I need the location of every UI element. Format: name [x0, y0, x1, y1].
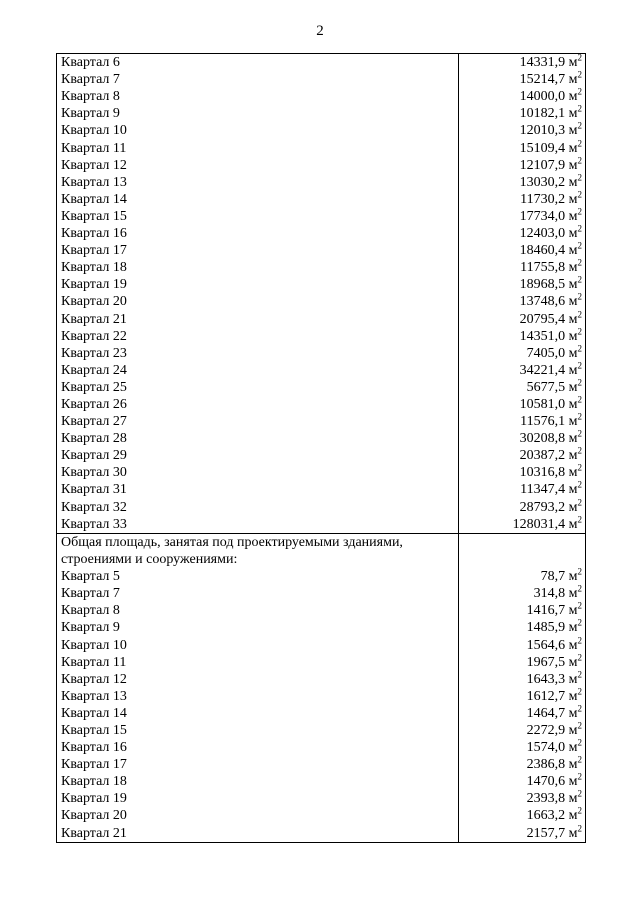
quarter-label: Квартал 25	[57, 379, 459, 396]
area-value-cell	[459, 705, 586, 722]
quarter-label: Квартал 33	[57, 516, 459, 534]
table-row	[57, 225, 586, 242]
section-heading-empty-cell	[459, 533, 586, 568]
quarter-label: Квартал 17	[57, 756, 459, 773]
quarter-label: Квартал 16	[57, 225, 459, 242]
table-row	[57, 705, 586, 722]
area-value: 1470,6	[526, 774, 566, 790]
table-row	[57, 481, 586, 498]
area-value-cell	[459, 310, 586, 327]
area-value: 11347,4	[520, 482, 566, 498]
table-row	[57, 310, 586, 327]
quarter-label: Квартал 17	[57, 242, 459, 259]
table-row	[57, 157, 586, 174]
area-unit: $м^2$	[568, 293, 582, 310]
quarter-label: Квартал 8	[57, 88, 459, 105]
area-value-cell	[459, 396, 586, 413]
area-unit: $м^2$	[568, 773, 582, 790]
quarter-label: Квартал 14	[57, 191, 459, 208]
area-unit: $м^2$	[568, 515, 582, 532]
area-value: 14351,0	[519, 328, 566, 344]
area-unit: $м^2$	[568, 105, 582, 122]
area-value: 12010,3	[519, 123, 566, 139]
quarter-label: Квартал 15	[57, 208, 459, 225]
area-value-cell	[459, 259, 586, 276]
area-unit: $м^2$	[568, 585, 582, 602]
area-value-cell	[459, 671, 586, 688]
table-row	[57, 71, 586, 88]
area-value-cell	[459, 276, 586, 293]
area-value-cell	[459, 345, 586, 362]
area-unit: $м^2$	[568, 259, 582, 276]
area-value: 10182,1	[519, 106, 566, 122]
area-value: 15214,7	[519, 72, 566, 88]
area-value-cell	[459, 362, 586, 379]
area-value-cell	[459, 516, 586, 534]
area-value: 11755,8	[520, 260, 566, 276]
area-value-cell	[459, 585, 586, 602]
area-value-cell	[459, 88, 586, 105]
area-value: 1663,2	[526, 808, 566, 824]
area-unit: $м^2$	[568, 636, 582, 653]
area-value: 1464,7	[526, 705, 566, 721]
table-row	[57, 807, 586, 824]
area-unit: $м^2$	[568, 756, 582, 773]
area-value: 18460,4	[519, 243, 566, 259]
area-value-cell	[459, 379, 586, 396]
area-unit: $м^2$	[568, 687, 582, 704]
area-value-cell	[459, 122, 586, 139]
table-row	[57, 242, 586, 259]
area-unit: $м^2$	[568, 602, 582, 619]
area-value: 1416,7	[526, 603, 566, 619]
quarter-label: Квартал 21	[57, 310, 459, 327]
area-value: 1574,0	[526, 740, 566, 756]
area-value: 1643,3	[526, 671, 566, 687]
area-value-cell	[459, 756, 586, 773]
section-heading-row	[57, 533, 586, 568]
area-value-cell	[459, 105, 586, 122]
area-value-cell	[459, 208, 586, 225]
area-value-cell	[459, 739, 586, 756]
table-row	[57, 293, 586, 310]
area-unit: $м^2$	[568, 395, 582, 412]
table-row	[57, 208, 586, 225]
quarter-label: Квартал 5	[57, 568, 459, 585]
table-row	[57, 585, 586, 602]
table-row	[57, 516, 586, 534]
area-unit: $м^2$	[568, 721, 582, 738]
quarter-label: Квартал 10	[57, 122, 459, 139]
area-unit: $м^2$	[568, 122, 582, 139]
quarter-label: Квартал 7	[57, 585, 459, 602]
area-value: 11576,1	[520, 414, 566, 430]
section-heading: Общая площадь, занятая под проектируемыми зданиями, строениями и сооружениями:	[57, 533, 459, 568]
area-unit: $м^2$	[568, 71, 582, 88]
quarter-label: Квартал 24	[57, 362, 459, 379]
table-row	[57, 328, 586, 345]
area-unit: $м^2$	[568, 310, 582, 327]
area-value-cell	[459, 191, 586, 208]
table-row	[57, 174, 586, 191]
quarter-label: Квартал 20	[57, 293, 459, 310]
area-value-cell	[459, 293, 586, 310]
table-row	[57, 362, 586, 379]
area-value: 14000,0	[519, 89, 566, 105]
table-row	[57, 105, 586, 122]
table-row	[57, 191, 586, 208]
quarter-label: Квартал 12	[57, 157, 459, 174]
area-unit: $м^2$	[568, 190, 582, 207]
area-unit: $м^2$	[568, 619, 582, 636]
quarter-label: Квартал 31	[57, 481, 459, 498]
quarter-label: Квартал 13	[57, 688, 459, 705]
area-value: 17734,0	[519, 208, 566, 224]
area-value: 1967,5	[526, 654, 566, 670]
table-row	[57, 122, 586, 139]
area-unit: $м^2$	[568, 224, 582, 242]
area-value: 30208,8	[519, 431, 566, 447]
area-value-cell	[459, 413, 586, 430]
quarter-label: Квартал 10	[57, 636, 459, 653]
quarter-label: Квартал 6	[57, 54, 459, 72]
area-value: 314,8	[533, 586, 566, 602]
quarter-label: Квартал 22	[57, 328, 459, 345]
quarter-label: Квартал 11	[57, 654, 459, 671]
area-value: 78,7	[540, 569, 566, 585]
area-value-cell	[459, 654, 586, 671]
quarter-label: Квартал 19	[57, 276, 459, 293]
area-value: 14331,9	[519, 55, 566, 71]
area-unit: $м^2$	[568, 53, 582, 71]
table-row	[57, 602, 586, 619]
area-table	[56, 53, 586, 843]
page-number: 2	[316, 23, 324, 39]
area-value-cell	[459, 54, 586, 72]
area-unit: $м^2$	[568, 430, 582, 447]
table-row	[57, 739, 586, 756]
table-row	[57, 464, 586, 481]
quarter-label: Квартал 13	[57, 174, 459, 191]
quarter-label: Квартал 16	[57, 739, 459, 756]
area-unit: $м^2$	[568, 824, 582, 841]
table-row	[57, 447, 586, 464]
area-value: 1564,6	[526, 637, 566, 653]
table-row	[57, 345, 586, 362]
area-unit: $м^2$	[568, 207, 582, 224]
area-value: 34221,4	[519, 362, 566, 378]
table-row	[57, 276, 586, 293]
area-value-cell	[459, 481, 586, 498]
area-unit: $м^2$	[568, 447, 582, 464]
quarter-label: Квартал 9	[57, 105, 459, 122]
area-unit: $м^2$	[568, 361, 582, 378]
area-value-cell	[459, 242, 586, 259]
area-value-cell	[459, 498, 586, 515]
area-table-body	[57, 54, 586, 843]
area-value-cell	[459, 464, 586, 481]
area-value-cell	[459, 225, 586, 242]
area-value: 128031,4	[512, 516, 566, 532]
area-value: 10581,0	[519, 396, 566, 412]
quarter-label: Квартал 20	[57, 807, 459, 824]
table-row	[57, 379, 586, 396]
area-unit: $м^2$	[568, 412, 582, 430]
area-value: 28793,2	[519, 499, 566, 515]
area-value-cell	[459, 71, 586, 88]
area-unit: $м^2$	[568, 378, 582, 395]
area-value: 1485,9	[526, 620, 566, 636]
area-unit: $м^2$	[568, 276, 582, 293]
quarter-label: Квартал 32	[57, 498, 459, 515]
area-unit: $м^2$	[568, 173, 582, 190]
table-row	[57, 430, 586, 447]
area-value-cell	[459, 619, 586, 636]
area-value: 20387,2	[519, 448, 566, 464]
area-unit: $м^2$	[568, 344, 582, 361]
quarter-label: Квартал 21	[57, 824, 459, 842]
quarter-label: Квартал 18	[57, 259, 459, 276]
area-value-cell	[459, 602, 586, 619]
quarter-label: Квартал 26	[57, 396, 459, 413]
quarter-label: Квартал 9	[57, 619, 459, 636]
quarter-label: Квартал 23	[57, 345, 459, 362]
area-value-cell	[459, 139, 586, 156]
area-value-cell	[459, 430, 586, 447]
area-value-cell	[459, 636, 586, 653]
table-row	[57, 773, 586, 790]
area-unit: $м^2$	[568, 790, 582, 807]
area-value: 20795,4	[519, 311, 566, 327]
area-value: 15109,4	[519, 140, 566, 156]
area-unit: $м^2$	[568, 704, 582, 721]
area-unit: $м^2$	[568, 464, 582, 481]
area-value-cell	[459, 824, 586, 842]
area-value-cell	[459, 157, 586, 174]
table-row	[57, 54, 586, 72]
table-row	[57, 756, 586, 773]
table-row	[57, 498, 586, 515]
area-value-cell	[459, 447, 586, 464]
area-value: 2386,8	[526, 757, 566, 773]
area-value: 2157,7	[526, 825, 566, 841]
quarter-label: Квартал 19	[57, 790, 459, 807]
area-unit: $м^2$	[568, 670, 582, 687]
area-value: 2393,8	[526, 791, 566, 807]
quarter-label: Квартал 15	[57, 722, 459, 739]
area-value-cell	[459, 773, 586, 790]
area-value: 2272,9	[526, 722, 566, 738]
area-unit: $м^2$	[568, 139, 582, 156]
area-value: 13748,6	[519, 294, 566, 310]
area-value-cell	[459, 174, 586, 191]
area-value-cell	[459, 807, 586, 824]
area-unit: $м^2$	[568, 88, 582, 105]
quarter-label: Квартал 8	[57, 602, 459, 619]
quarter-label: Квартал 29	[57, 447, 459, 464]
area-unit: $м^2$	[568, 156, 582, 173]
table-row	[57, 688, 586, 705]
area-value-cell	[459, 688, 586, 705]
table-row	[57, 654, 586, 671]
area-unit: $м^2$	[568, 242, 582, 259]
table-row	[57, 413, 586, 430]
area-value: 1612,7	[526, 688, 566, 704]
area-unit: $м^2$	[568, 498, 582, 515]
table-row	[57, 568, 586, 585]
table-row	[57, 671, 586, 688]
area-unit: $м^2$	[568, 807, 582, 824]
table-row	[57, 396, 586, 413]
area-value-cell	[459, 790, 586, 807]
area-value: 13030,2	[519, 174, 566, 190]
table-row	[57, 722, 586, 739]
area-unit: $м^2$	[568, 653, 582, 670]
table-row	[57, 259, 586, 276]
quarter-label: Квартал 11	[57, 139, 459, 156]
table-row	[57, 139, 586, 156]
area-unit: $м^2$	[568, 738, 582, 756]
quarter-label: Квартал 30	[57, 464, 459, 481]
quarter-label: Квартал 14	[57, 705, 459, 722]
area-unit: $м^2$	[568, 481, 582, 498]
area-value: 7405,0	[526, 345, 566, 361]
table-row	[57, 619, 586, 636]
area-value-cell	[459, 722, 586, 739]
area-value: 10316,8	[519, 465, 566, 481]
quarter-label: Квартал 7	[57, 71, 459, 88]
area-value-cell	[459, 328, 586, 345]
area-value: 12403,0	[519, 226, 566, 242]
area-value: 11730,2	[520, 191, 566, 207]
table-row	[57, 790, 586, 807]
quarter-label: Квартал 18	[57, 773, 459, 790]
table-row	[57, 88, 586, 105]
area-value: 12107,9	[519, 157, 566, 173]
area-value: 5677,5	[526, 379, 566, 395]
table-row	[57, 636, 586, 653]
area-value: 18968,5	[519, 277, 566, 293]
area-unit: $м^2$	[568, 327, 582, 344]
area-unit: $м^2$	[568, 568, 582, 585]
quarter-label: Квартал 27	[57, 413, 459, 430]
quarter-label: Квартал 28	[57, 430, 459, 447]
quarter-label: Квартал 12	[57, 671, 459, 688]
table-row	[57, 824, 586, 842]
area-value-cell	[459, 568, 586, 585]
